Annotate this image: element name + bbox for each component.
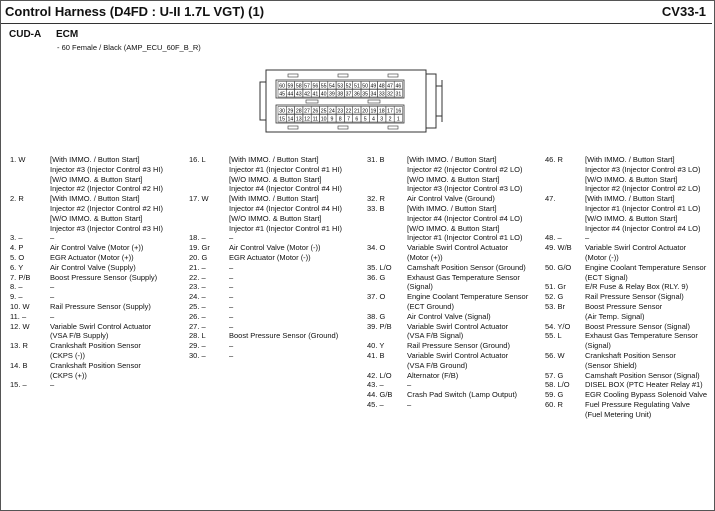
pin-label: 33. B: [367, 203, 385, 213]
pin-entry: [189, 253, 365, 263]
pin-entry: [189, 351, 365, 361]
pin-entry: [545, 282, 715, 292]
pin-number: 53: [337, 83, 344, 90]
pin-number: 20: [362, 108, 369, 115]
pin-number: 22: [345, 108, 352, 115]
pin-number: 55: [320, 83, 327, 90]
pin-description: EGR Actuator (Motor (+)): [50, 252, 134, 262]
pin-label: 32. R: [367, 194, 385, 204]
latch-1: [306, 100, 318, 103]
pin-label: 16. L: [189, 155, 206, 164]
pin-description: –: [407, 399, 412, 409]
pin-label: 58. L/O: [545, 380, 570, 390]
pin-label: 10. W: [10, 301, 30, 311]
pin-entry: [545, 380, 715, 390]
pin-number: 48: [378, 83, 385, 90]
pin-column-1: [10, 155, 186, 390]
pin-label: 37. O: [367, 292, 386, 302]
pin-number: 41: [312, 91, 319, 98]
pin-number: 40: [320, 91, 327, 98]
pin-number: 36: [353, 91, 360, 98]
pin-label: 48. –: [545, 233, 562, 243]
pin-description: Variable Swirl Control Actuator (VSA F/B Supply): [50, 321, 152, 341]
pin-entry: [367, 351, 543, 371]
pin-label: 43. –: [367, 380, 384, 390]
pin-description: DISEL BOX (PTC Heater Relay #1): [585, 380, 703, 390]
pin-entry: [367, 371, 543, 381]
pin-entry: [545, 390, 715, 400]
pin-entry: [367, 390, 543, 400]
pin-entry: [545, 302, 715, 322]
pin-label: 5. O: [10, 252, 25, 262]
pin-number: 45: [279, 91, 286, 98]
pin-number: 29: [287, 108, 294, 115]
pin-description: Air Control Valve (Supply): [50, 262, 136, 272]
pin-description: –: [407, 380, 412, 390]
pin-entry: [189, 233, 365, 243]
pin-number: 52: [345, 83, 352, 90]
pin-label: 47.: [545, 194, 556, 204]
pin-number: 26: [312, 108, 319, 115]
pin-entry: [545, 371, 715, 381]
pin-description: –: [50, 380, 55, 390]
pin-entry: [545, 194, 715, 233]
pin-number: 56: [312, 83, 319, 90]
pin-entry: [367, 312, 543, 322]
pin-label: 9. –: [10, 292, 23, 302]
pin-label: 60. R: [545, 399, 563, 409]
pin-description: –: [229, 262, 234, 272]
pin-number: 2: [388, 116, 392, 123]
pin-label: 36. G: [367, 272, 386, 282]
pin-label: 21. –: [189, 262, 206, 272]
pin-entry: [545, 400, 715, 420]
pin-label: 57. G: [545, 370, 564, 380]
pin-description: [With IMMO. / Button Start] Injector #2 (Injector Control #2 HI) [W/O IMMO. & Button Start] Injector #3 (Injector Control #3 HI): [50, 194, 163, 233]
pin-entry: [367, 155, 543, 194]
pin-number: 1: [396, 116, 400, 123]
pin-number: 38: [337, 91, 344, 98]
key-top-2: [338, 74, 348, 77]
pin-label: 35. L/O: [367, 262, 392, 272]
pin-label: 13. R: [10, 341, 28, 351]
pin-entry: [10, 302, 186, 312]
pin-number: 46: [395, 83, 402, 90]
pin-description: Fuel Pressure Regulating Valve (Fuel Metering Unit): [585, 399, 690, 419]
pin-entry: [189, 292, 365, 302]
pin-number: 59: [287, 83, 294, 90]
pin-label: 12. W: [10, 321, 30, 331]
pin-description: [With IMMO. / Button Start] Injector #3 (Injector Control #3 HI) [W/O IMMO. & Button Start] Injector #2 (Injector Control #2 HI): [50, 155, 163, 194]
pin-label: 55. L: [545, 331, 562, 341]
pin-number: 37: [345, 91, 352, 98]
pin-description: Rail Pressure Sensor (Signal): [585, 292, 684, 302]
pin-entry: [10, 233, 186, 243]
pin-label: 26. –: [189, 311, 206, 321]
pin-number: 27: [304, 108, 310, 115]
pin-entry: [10, 292, 186, 302]
pin-entry: [10, 322, 186, 342]
pin-label: 52. G: [545, 292, 564, 302]
pin-description: –: [229, 233, 234, 243]
pin-number: 23: [337, 108, 344, 115]
pin-description: –: [585, 233, 590, 243]
pin-description: EGR Actuator (Motor (-)): [229, 252, 311, 262]
pin-number: 58: [295, 83, 302, 90]
pin-label: 30. –: [189, 350, 206, 360]
pin-entry: [545, 351, 715, 371]
pin-label: 45. –: [367, 399, 384, 409]
pin-description: –: [229, 272, 234, 282]
pin-description: E/R Fuse & Relay Box (RLY. 9): [585, 282, 689, 292]
pin-label: 49. W/B: [545, 243, 572, 253]
pin-label: 3. –: [10, 233, 23, 243]
pin-entry: [189, 194, 365, 233]
pin-description: –: [229, 282, 234, 292]
pin-description: Variable Swirl Control Actuator (VSA F/B Ground): [407, 350, 509, 370]
pin-number: 42: [304, 91, 310, 98]
pin-number: 13: [295, 116, 302, 123]
pin-description: Engine Coolant Temperature Sensor (ECT Ground): [407, 292, 529, 311]
connector-left-tab: [260, 82, 266, 120]
pin-number: 18: [378, 108, 385, 115]
pin-description: –: [50, 292, 55, 302]
pin-entry: [367, 341, 543, 351]
pin-label: 31. B: [367, 155, 385, 164]
pin-description: –: [229, 292, 234, 302]
pin-label: 53. Br: [545, 301, 566, 311]
pin-number: 11: [312, 116, 319, 123]
pin-description: Exhaust Gas Temperature Sensor (Signal): [407, 272, 520, 292]
component-name: ECM: [56, 29, 79, 40]
pin-description: [With IMMO. / Button Start] Injector #1 (Injector Control #1 LO) [W/O IMMO. & Button Start] Injector #4 (Injector Control #4 LO): [585, 194, 701, 233]
pin-description: Crash Pad Switch (Lamp Output): [407, 390, 518, 400]
pin-number: 19: [370, 108, 377, 115]
pin-number: 7: [347, 116, 350, 123]
pin-description: Air Control Valve (Motor (+)): [50, 243, 144, 253]
pin-entry: [545, 331, 715, 351]
pin-description: Variable Swirl Control Actuator (Motor (-)): [585, 243, 687, 262]
pin-entry: [10, 273, 186, 283]
pin-label: 17. W: [189, 194, 209, 204]
pin-entry: [10, 341, 186, 361]
pin-number: 9: [330, 116, 334, 123]
pin-label: 22. –: [189, 272, 206, 282]
pin-entry: [367, 194, 543, 204]
pin-description: Crankshaft Position Sensor (CKPS (-)): [50, 341, 141, 360]
pin-description: Rail Pressure Sensor (Supply): [50, 301, 151, 311]
pin-entry: [367, 292, 543, 312]
pin-description: [With IMMO. / Button Start] Injector #2 (Injector Control #2 LO) [W/O IMMO. & Button Start] Injector #3 (Injector Control #3 LO): [407, 155, 523, 194]
pin-label: 23. –: [189, 282, 206, 292]
pin-number: 33: [378, 91, 385, 98]
latch-2: [368, 100, 380, 103]
pin-description: –: [229, 350, 234, 360]
pin-description: Camshaft Position Sensor (Signal): [585, 370, 700, 380]
pin-label: 2. R: [10, 194, 24, 204]
pin-number: 5: [363, 116, 367, 123]
pin-label: 8. –: [10, 282, 23, 292]
pin-description: Camshaft Position Sensor (Ground): [407, 262, 526, 272]
pin-number: 8: [338, 116, 342, 123]
pin-row-bottom-2: [278, 115, 403, 123]
connector-spec: - 60 Female / Black (AMP_ECU_60F_B_R): [57, 43, 201, 52]
pin-number: 54: [329, 83, 335, 90]
pin-description: [With IMMO. / Button Start] Injector #1 (Injector Control #1 HI) [W/O IMMO. & Button Start] Injector #4 (Injector Control #4 HI): [229, 155, 342, 194]
pin-label: 41. B: [367, 350, 385, 360]
pin-number: 30: [279, 108, 286, 115]
key-bot-3: [388, 126, 398, 129]
pin-column-4: [545, 155, 715, 420]
pin-label: 20. G: [189, 252, 208, 262]
pin-number: 44: [287, 91, 294, 98]
pin-entry: [10, 243, 186, 253]
key-bot-1: [288, 126, 298, 129]
pin-label: 40. Y: [367, 341, 385, 351]
pin-description: –: [229, 341, 234, 351]
pin-number: 12: [304, 116, 310, 123]
pin-description: Variable Swirl Control Actuator (VSA F/B Signal): [407, 321, 509, 341]
key-top-1: [288, 74, 298, 77]
pin-label: 34. O: [367, 243, 386, 253]
pin-entry: [189, 263, 365, 273]
pin-entry: [545, 292, 715, 302]
pin-description: Boost Pressure Sensor (Signal): [585, 321, 691, 331]
pin-number: 50: [362, 83, 369, 90]
pin-entry: [367, 273, 543, 293]
pin-label: 25. –: [189, 301, 206, 311]
pin-column-2: [189, 155, 365, 361]
pin-label: 56. W: [545, 350, 565, 360]
pin-number: 21: [353, 108, 360, 115]
page-title: Control Harness (D4FD : U-II 1.7L VGT) (1): [5, 4, 265, 19]
pin-description: Rail Pressure Sensor (Ground): [407, 341, 510, 351]
pin-number: 28: [295, 108, 302, 115]
pin-label: 14. B: [10, 360, 28, 370]
pin-entry: [545, 243, 715, 263]
pin-entry: [367, 400, 543, 410]
pin-description: Engine Coolant Temperature Sensor (ECT Signal): [585, 262, 707, 282]
pin-number: 4: [372, 116, 375, 123]
pin-description: Crankshaft Position Sensor (CKPS (+)): [50, 360, 141, 380]
pin-label: 18. –: [189, 233, 206, 243]
pin-description: Air Control Valve (Motor (-)): [229, 243, 321, 253]
key-top-3: [388, 74, 398, 77]
pin-number: 16: [395, 108, 402, 115]
pin-column-3: [367, 155, 543, 410]
connector-right-lock: [426, 74, 436, 128]
pin-description: Boost Pressure Sensor (Ground): [229, 331, 339, 341]
pin-number: 31: [395, 91, 402, 98]
pin-label: 39. P/B: [367, 321, 392, 331]
pin-entry: [189, 282, 365, 292]
pin-label: 4. P: [10, 243, 24, 253]
pin-number: 47: [387, 83, 393, 90]
header-bar: [1, 1, 712, 24]
pin-label: 19. Gr: [189, 243, 210, 253]
pin-number: 32: [387, 91, 393, 98]
pin-label: 59. G: [545, 390, 564, 400]
pin-number: 25: [320, 108, 327, 115]
pin-label: 42. L/O: [367, 370, 392, 380]
pin-entry: [189, 243, 365, 253]
component-id: CUD-A: [9, 29, 42, 40]
pin-label: 6. Y: [10, 262, 24, 272]
pin-number: 34: [370, 91, 377, 98]
page-code: CV33-1: [661, 4, 706, 19]
pin-description: Variable Swirl Control Actuator (Motor (+)): [407, 243, 509, 262]
pin-entry: [367, 322, 543, 342]
pin-entry: [189, 273, 365, 283]
pin-number: 6: [355, 116, 359, 123]
pin-number: 3: [380, 116, 384, 123]
pin-number: 24: [329, 108, 335, 115]
pin-description: [With IMMO. / Button Start] Injector #4 (Injector Control #4 HI) [W/O IMMO. & Button Start] Injector #1 (Injector Control #1 HI): [229, 194, 342, 233]
pin-description: Air Control Valve (Signal): [407, 311, 491, 321]
pin-number: 17: [387, 108, 393, 115]
pin-label: 54. Y/O: [545, 321, 571, 331]
pin-entry: [10, 155, 186, 194]
pin-label: 44. G/B: [367, 390, 393, 400]
pin-description: –: [50, 311, 55, 321]
pin-label: 29. –: [189, 341, 206, 351]
pin-row-bottom-1: [278, 107, 403, 115]
pin-description: Crankshaft Position Sensor (Sensor Shield): [585, 350, 676, 370]
pin-description: Exhaust Gas Temperature Sensor (Signal): [585, 331, 698, 351]
pin-number: 60: [279, 83, 286, 90]
pin-row-top-1: [278, 82, 403, 90]
pin-description: Alternator (F/B): [407, 370, 459, 380]
pin-entry: [10, 194, 186, 233]
pin-number: 49: [370, 83, 377, 90]
pin-number: 39: [329, 91, 335, 98]
pin-label: 7. P/B: [10, 272, 31, 282]
pin-description: –: [50, 282, 55, 292]
pin-entry: [10, 263, 186, 273]
pin-entry: [189, 312, 365, 322]
pin-description: –: [229, 321, 234, 331]
pin-number: 15: [279, 116, 286, 123]
pin-entry: [367, 204, 543, 243]
pin-entry: [367, 263, 543, 273]
pin-label: 15. –: [10, 380, 27, 390]
pin-entry: [189, 331, 365, 341]
pin-entry: [10, 282, 186, 292]
pin-label: 28. L: [189, 331, 206, 341]
pin-entry: [545, 233, 715, 243]
connector-diagram: [258, 66, 448, 136]
pin-description: EGR Cooling Bypass Solenoid Valve: [585, 390, 708, 400]
pin-label: 51. Gr: [545, 282, 566, 292]
pin-number: 51: [353, 83, 360, 90]
pin-description: –: [229, 311, 234, 321]
pin-number: 35: [362, 91, 369, 98]
pin-entry: [10, 312, 186, 322]
pin-description: [With IMMO. / Button Start] Injector #3 (Injector Control #3 LO) [W/O IMMO. & Button Start] Injector #2 (Injector Control #2 LO): [585, 155, 701, 194]
pin-description: –: [229, 301, 234, 311]
pin-entry: [189, 155, 365, 194]
pin-label: 1. W: [10, 155, 26, 164]
pin-number: 43: [295, 91, 302, 98]
pin-label: 50. G/O: [545, 262, 572, 272]
pin-entry: [10, 253, 186, 263]
key-bot-2: [338, 126, 348, 129]
pin-row-top-2: [278, 90, 403, 98]
pin-entry: [189, 341, 365, 351]
pin-entry: [10, 380, 186, 390]
pin-entry: [189, 322, 365, 332]
pin-description: Air Control Valve (Ground): [407, 194, 495, 204]
pin-entry: [545, 263, 715, 283]
pin-entry: [545, 155, 715, 194]
pin-entry: [367, 380, 543, 390]
pin-label: 38. G: [367, 311, 386, 321]
pin-description: [With IMMO. / Button Start] Injector #4 (Injector Control #4 LO) [W/O IMMO. & Button Start] Injector #1 (Injector Control #1 LO): [407, 203, 523, 243]
pin-description: Boost Pressure Sensor (Supply): [50, 272, 158, 282]
pin-label: 24. –: [189, 292, 206, 302]
pin-label: 27. –: [189, 321, 206, 331]
pin-entry: [189, 302, 365, 312]
pin-label: 11. –: [10, 311, 27, 321]
pin-number: 10: [320, 116, 327, 123]
pin-number: 57: [304, 83, 310, 90]
pin-entry: [10, 361, 186, 381]
pin-description: –: [50, 233, 55, 243]
pin-entry: [367, 243, 543, 263]
pin-description: Boost Pressure Sensor (Air Temp. Signal): [585, 301, 663, 321]
pin-label: 46. R: [545, 155, 563, 164]
pin-number: 14: [287, 116, 294, 123]
pin-entry: [545, 322, 715, 332]
